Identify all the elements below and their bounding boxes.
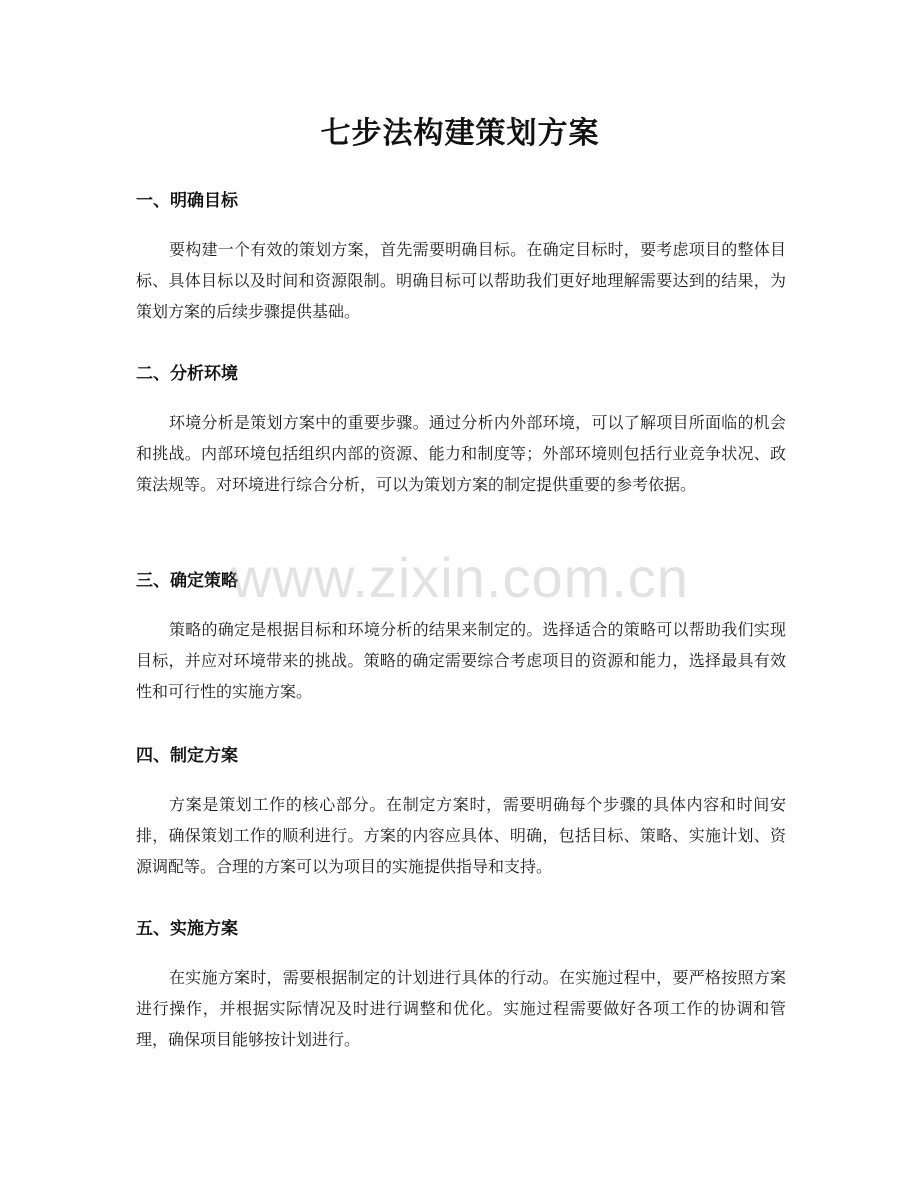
section-heading: 二、分析环境: [136, 364, 238, 384]
watermark: www.zixin.com.cn: [231, 546, 689, 609]
section-2: [136, 362, 786, 500]
section-4: [136, 744, 786, 882]
section-paragraph: 策略的确定是根据目标和环境分析的结果来制定的。选择适合的策略可以帮助我们实现目标，并应对环境带来的挑战。策略的确定需要综合考虑项目的资源和能力，选择最具有效性和可行性的实施方案。: [136, 620, 786, 701]
section-5: [136, 917, 786, 1055]
section-heading: 三、确定策略: [136, 571, 238, 591]
section-paragraph: 环境分析是策划方案中的重要步骤。通过分析内外部环境，可以了解项目所面临的机会和挑战。内部环境包括组织内部的资源、能力和制度等；外部环境则包括行业竞争状况、政策法规等。对环境进行综合分析，可以为策划方案的制定提供重要的参考依据。: [136, 413, 786, 494]
section-heading: 四、制定方案: [136, 746, 238, 766]
section-paragraph: 在实施方案时，需要根据制定的计划进行具体的行动。在实施过程中，要严格按照方案进行操作，并根据实际情况及时进行调整和优化。实施过程需要做好各项工作的协调和管理，确保项目能够按计划进行。: [136, 968, 786, 1049]
document-title: 七步法构建策划方案: [320, 116, 600, 151]
section-heading: 五、实施方案: [136, 919, 238, 939]
section-paragraph: 方案是策划工作的核心部分。在制定方案时，需要明确每个步骤的具体内容和时间安排，确保策划工作的顺利进行。方案的内容应具体、明确，包括目标、策略、实施计划、资源调配等。合理的方案可以为项目的实施提供指导和支持。: [136, 795, 786, 876]
section-paragraph: 要构建一个有效的策划方案，首先需要明确目标。在确定目标时，要考虑项目的整体目标、具体目标以及时间和资源限制。明确目标可以帮助我们更好地理解需要达到的结果，为策划方案的后续步骤提供基础。: [136, 240, 786, 321]
section-heading: 一、明确目标: [136, 191, 238, 211]
section-1: [136, 189, 786, 327]
section-3: [136, 569, 786, 707]
